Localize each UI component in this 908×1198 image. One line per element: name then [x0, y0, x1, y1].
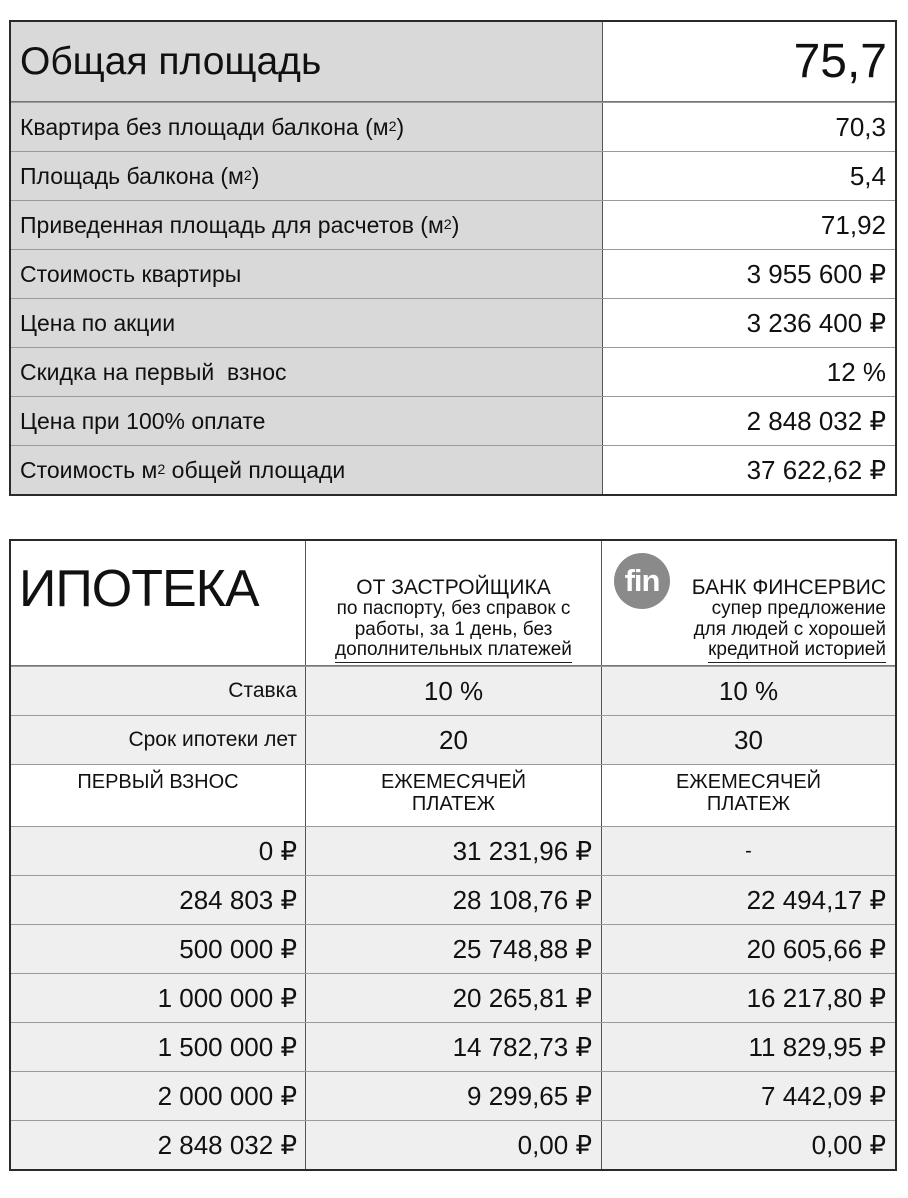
down-payment-column-label: [11, 765, 306, 826]
area-row-label: [11, 299, 603, 347]
down-payment: 1 000 000 ₽: [11, 974, 306, 1022]
area-row: [11, 200, 895, 249]
bank-desc-line: для людей с хорошей: [693, 618, 886, 640]
rate-bank: 10 %: [602, 667, 895, 715]
area-row: [11, 396, 895, 445]
area-row-value: 12 %: [603, 348, 895, 396]
bank-payment: 22 494,17 ₽: [602, 876, 895, 924]
area-row: [11, 298, 895, 347]
area-row: [11, 347, 895, 396]
term-bank: 30: [602, 716, 895, 764]
bank-payment: 16 217,80 ₽: [602, 974, 895, 1022]
area-row: [11, 249, 895, 298]
down-payment: 500 000 ₽: [11, 925, 306, 973]
area-row-label: Квартира без площади балкона (м 2 ): [11, 103, 603, 151]
down-payment: 2 848 032 ₽: [11, 1121, 306, 1169]
label-after: общей площади: [165, 456, 346, 483]
developer-title: ОТ ЗАСТРОЙЩИКА: [356, 575, 551, 599]
label-after: ): [396, 113, 405, 140]
area-row-value: 2 848 032 ₽: [603, 397, 895, 445]
label-text: Стоимость м: [20, 456, 158, 483]
rate-developer: 10 %: [306, 667, 602, 715]
payment-row: [11, 875, 895, 924]
down-payment: 284 803 ₽: [11, 876, 306, 924]
area-row-label: Стоимость м 2 общей площади: [11, 446, 603, 494]
payment-row: [11, 1071, 895, 1120]
term-developer: 20: [306, 716, 602, 764]
label-text: Квартира без площади балкона (м: [20, 113, 389, 140]
label-text: Стоимость квартиры: [20, 260, 242, 287]
down-payment: 1 500 000 ₽: [11, 1023, 306, 1071]
developer-offer-header: [306, 541, 602, 665]
bank-payment: 0,00 ₽: [602, 1121, 895, 1169]
area-row-value: 37 622,62 ₽: [603, 446, 895, 494]
label-text: Цена по акции: [20, 309, 176, 336]
payment-label-line1: ЕЖЕМЕСЯЧЕЙ: [675, 771, 822, 793]
bank-payment-column-label: [602, 765, 895, 826]
developer-desc-line: по паспорту, без справок с: [336, 598, 571, 620]
area-row-label: Приведенная площадь для расчетов (м 2 ): [11, 201, 603, 249]
developer-desc-line: дополнительных платежей: [335, 640, 572, 663]
bank-payment: 11 829,95 ₽: [602, 1023, 895, 1071]
developer-payment: 25 748,88 ₽: [306, 925, 602, 973]
bank-desc-line: кредитной историей: [708, 640, 886, 663]
bank-payment: 20 605,66 ₽: [602, 925, 895, 973]
label-text: Приведенная площадь для расчетов (м: [20, 211, 444, 238]
bank-logo-icon: fin: [614, 553, 670, 609]
mortgage-header-row: [11, 541, 895, 666]
payment-row: [11, 826, 895, 875]
payment-row: [11, 973, 895, 1022]
area-row: [11, 151, 895, 200]
total-area-value: 75,7: [603, 22, 895, 101]
area-row-value: 3 955 600 ₽: [603, 250, 895, 298]
developer-payment: 31 231,96 ₽: [306, 827, 602, 875]
developer-payment: 9 299,65 ₽: [306, 1072, 602, 1120]
column-labels-row: [11, 764, 895, 826]
down-payment: 2 000 000 ₽: [11, 1072, 306, 1120]
area-row-label: Площадь балкона (м 2 ): [11, 152, 603, 200]
area-header-row: [11, 22, 895, 102]
mortgage-table: [9, 539, 897, 1171]
developer-payment-column-label: [306, 765, 602, 826]
area-row-value: 3 236 400 ₽: [603, 299, 895, 347]
down-payment: 0 ₽: [11, 827, 306, 875]
rate-row: [11, 666, 895, 715]
total-area-label: Общая площадь: [11, 22, 603, 101]
area-row-value: 5,4: [603, 152, 895, 200]
payment-label-line2: ПЛАТЕЖ: [411, 793, 496, 815]
developer-payment: 0,00 ₽: [306, 1121, 602, 1169]
area-row-label: [11, 397, 603, 445]
payment-row: [11, 1120, 895, 1169]
label-text: Цена при 100% оплате: [20, 407, 266, 434]
down-payment-label: ПЕРВЫЙ ВЗНОС: [77, 771, 239, 793]
label-text: Площадь балкона (м: [20, 162, 244, 189]
area-table: [9, 20, 897, 496]
bank-title: БАНК ФИНСЕРВИС: [691, 575, 886, 599]
developer-payment: 20 265,81 ₽: [306, 974, 602, 1022]
area-row: [11, 102, 895, 151]
developer-payment: 14 782,73 ₽: [306, 1023, 602, 1071]
term-row: [11, 715, 895, 764]
rate-label: Ставка: [11, 667, 306, 715]
bank-desc-line: супер предложение: [711, 598, 886, 620]
developer-desc-line: работы, за 1 день, без: [354, 618, 553, 640]
mortgage-title: ИПОТЕКА: [11, 541, 306, 665]
area-row-value: 70,3: [603, 103, 895, 151]
payment-row: [11, 1022, 895, 1071]
payment-row: [11, 924, 895, 973]
area-row-value: 71,92: [603, 201, 895, 249]
term-label: Срок ипотеки лет: [11, 716, 306, 764]
area-row-label: [11, 250, 603, 298]
label-text: Скидка на первый взнос: [20, 358, 287, 385]
label-after: ): [251, 162, 260, 189]
area-row: [11, 445, 895, 494]
payment-label-line2: ПЛАТЕЖ: [706, 793, 791, 815]
label-after: ): [451, 211, 460, 238]
area-row-label: [11, 348, 603, 396]
developer-payment: 28 108,76 ₽: [306, 876, 602, 924]
bank-payment: -: [602, 827, 895, 875]
bank-offer-header: [602, 541, 895, 665]
payment-label-line1: ЕЖЕМЕСЯЧЕЙ: [380, 771, 527, 793]
bank-payment: 7 442,09 ₽: [602, 1072, 895, 1120]
